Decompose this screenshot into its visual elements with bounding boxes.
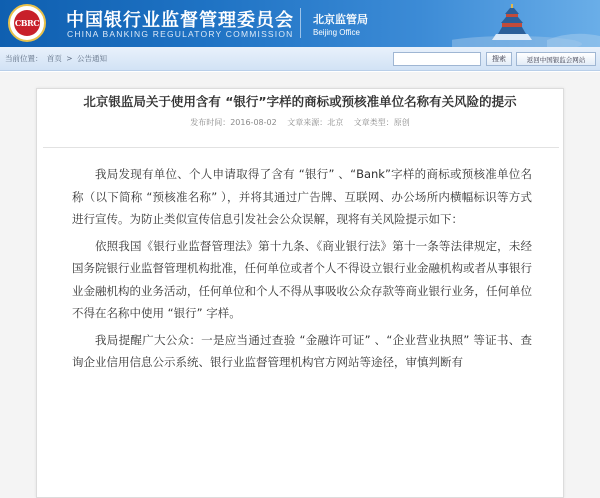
breadcrumb-prefix: 当前位置： [5, 54, 43, 63]
article-paragraph: 我局提醒广大公众：一是应当通过查验 “金融许可证” 、“企业营业执照” 等证书、查询企业信用信息公示系统、银行业监督管理机构官方网站等途径，审慎判断有 [72, 332, 532, 369]
search-input[interactable] [393, 52, 481, 66]
office-name-en: Beijing Office [313, 28, 360, 37]
breadcrumb [5, 53, 109, 64]
article-paragraph: 依照我国《银行业监督管理法》第十九条、《商业银行法》第十一条等法律规定，未经国务院银行业监督管理机构批准，任何单位或者个人不得设立银行业金融机构或者从事银行业金融机构的业务活动，任何单位和个人不得从事吸收公众存款等商业银行业务，任何单位不得在名称中使用 “银行” 字样。 [72, 238, 532, 320]
article-body [72, 163, 532, 378]
return-home-button[interactable]: 返回中国银监会网站 [516, 52, 596, 66]
article-meta [37, 117, 563, 128]
header-banner [0, 0, 600, 47]
article-paragraph: 我局发现有单位、个人申请取得了含有 “银行” 、“Bank”字样的商标或预核准单位名称（以下简称 “预核准名称” ），并将其通过广告牌、互联网、办公场所内横幅标识等方式进行宣传。为防止类似宣传信息引发社会公众误解，现将有关风险提示如下： [72, 167, 532, 226]
article-type: 文章类型：原创 [353, 118, 410, 127]
site-title-en: CHINA BANKING REGULATORY COMMISSION [67, 29, 294, 39]
office-name: 北京监管局 [313, 13, 368, 26]
breadcrumb-notices-link[interactable]: 公告通知 [76, 54, 107, 63]
publish-date: 发布时间：2016-08-02 [190, 118, 277, 127]
breadcrumb-separator: > [66, 54, 73, 63]
article-title: 北京银监局关于使用含有 “银行”字样的商标或预核准单位名称有关风险的提示 [83, 94, 517, 109]
site-title: 中国银行业监督管理委员会 [66, 10, 294, 31]
cbrc-seal-icon [8, 4, 46, 42]
temple-of-heaven-icon [452, 0, 600, 47]
nav-bar [0, 47, 600, 71]
meta-divider [43, 147, 559, 148]
breadcrumb-home-link[interactable]: 首页 [46, 54, 62, 63]
article-source: 文章来源：北京 [287, 118, 344, 127]
logo-text: CBRC [14, 10, 40, 36]
banner-divider [300, 8, 301, 38]
search-button[interactable]: 搜索 [486, 52, 512, 66]
